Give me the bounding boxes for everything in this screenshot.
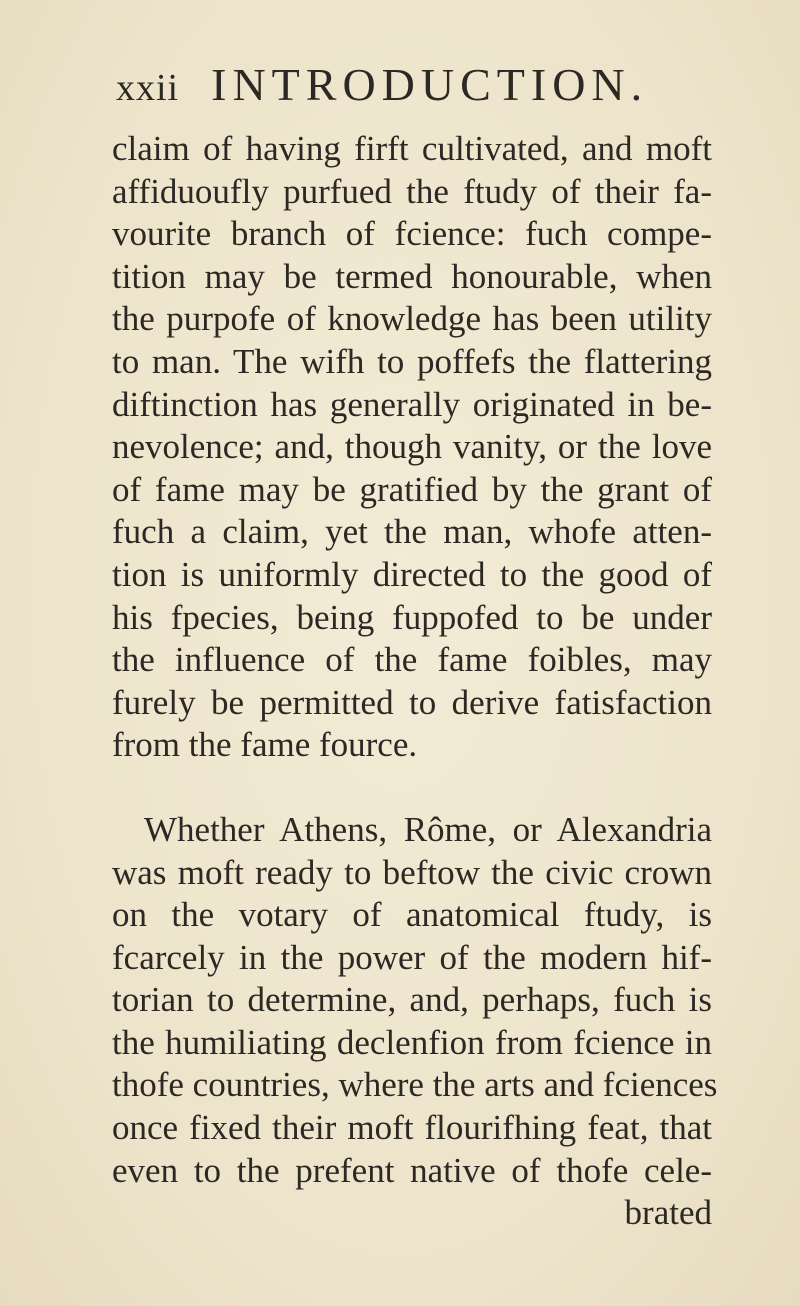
text-line: claim of having firft cultivated, and moft xyxy=(112,129,712,168)
text-line: thofe countries, where the arts and fciences xyxy=(112,1065,718,1105)
page-number: xxii xyxy=(116,67,180,109)
paragraph-1 xyxy=(112,128,712,767)
text-line: nevolence; and, though vanity, or the love xyxy=(112,427,712,467)
text-line: even to the prefent native of thofe cele- xyxy=(112,1150,712,1190)
paragraph-gap xyxy=(112,767,712,809)
text-line: tition may be termed honourable, when xyxy=(112,256,712,296)
text-line: fcarcely in the power of the modern hif- xyxy=(112,937,712,977)
text-line: affiduoufly purfued the ftudy of their fa- xyxy=(112,171,712,211)
text-line: tion is uniformly directed to the good of xyxy=(112,554,712,594)
text-line: from the fame fource. xyxy=(112,725,418,765)
body-text xyxy=(112,128,718,1235)
text-line: the purpofe of knowledge has been utility xyxy=(112,299,712,339)
text-line: was moft ready to beftow the civic crown xyxy=(112,852,712,892)
running-head: INTRODUCTION. xyxy=(211,59,649,110)
paragraph-2 xyxy=(112,809,718,1192)
text-line: of fame may be gratified by the grant of xyxy=(112,469,712,509)
text-line: the humiliating declenfion from fcience in xyxy=(112,1022,712,1062)
text-line: once fixed their moft flourifhing feat, that xyxy=(112,1108,712,1148)
text-line: furely be permitted to derive fatisfaction xyxy=(112,682,712,722)
text-line: on the votary of anatomical ftudy, is xyxy=(112,895,712,935)
text-line: diftinction has generally originated in be- xyxy=(112,384,712,424)
text-line: fuch a claim, yet the man, whofe atten- xyxy=(112,512,712,552)
text-line: vourite branch of fcience: fuch compe- xyxy=(112,214,712,254)
text-line: his fpecies, being fuppofed to be under xyxy=(112,597,712,637)
page-header xyxy=(116,58,676,118)
text-line: the influence of the fame foibles, may xyxy=(112,640,712,680)
text-line: torian to determine, and, perhaps, fuch is xyxy=(112,980,712,1020)
catchword: brated xyxy=(624,1193,712,1233)
text-line: to man. The wifh to poffefs the flattering xyxy=(112,341,712,381)
text-line: Whether Athens, Rôme, or Alexandria xyxy=(144,809,712,849)
